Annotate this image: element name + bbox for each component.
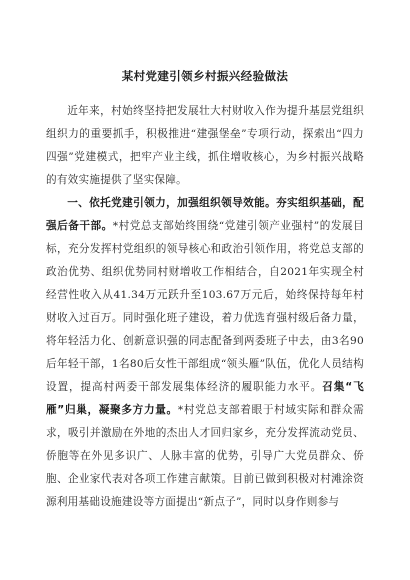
intro-text: 近年来，村始终坚持把发展壮大村财收入作为提升基层党组织组织力的重要抓手，积极推进“建强堡垒”专项行动，探索出“四力四强”党建模式，把牢产业主线，抓住增收核心，为乡村振兴战略的有效实施提供了坚实保障。 — [46, 105, 364, 186]
section-1-body-2: *村党总支部着眼于村域实际和群众需求，吸引并激励在外地的杰出人才回归家乡，充分发挥流动党员、侨胞等在外见多识广、人脉丰富的优势，引导广大党员群众、侨胞、企业家代表对各项工作建言献策。目前已做到积极对村滩涂资源利用基础设施建设等方面提出“新点子”，同时以身作则参与 — [46, 404, 365, 508]
section-1-subheading: 召集“飞雁”归巢，凝聚多方力量。 — [46, 381, 364, 416]
intro-paragraph — [46, 100, 364, 192]
section-1-paragraph — [46, 192, 364, 514]
section-1-body-1: *村党总支部始终围绕“党建引领产业强村”的发展目标，充分发挥村党组织的领导核心和政治引领作用，将党总支部的政治优势、组织优势同村财增收工作相结合，自2021年实现全村经营性收入从41.34万元跃升至103.67万元后，始终保持每年村财收入过百万。同时强化班子建设，着力优选育强村级后备力量，将年轻活力化、创新意识强的同志配备到两委班子中去，由3名90后年轻干部，1名80后女性干部组成“领头雁”队伍，优化人员结构设置，提高村两委干部发展集体经济的履职能力水平。 — [46, 220, 364, 393]
section-1-heading: 一、依托党建引领力，加强组织领导效能。夯实组织基础，配强后备干部。 — [46, 197, 364, 232]
document-title: 某村党建引领乡村振兴经验做法 — [121, 69, 289, 83]
